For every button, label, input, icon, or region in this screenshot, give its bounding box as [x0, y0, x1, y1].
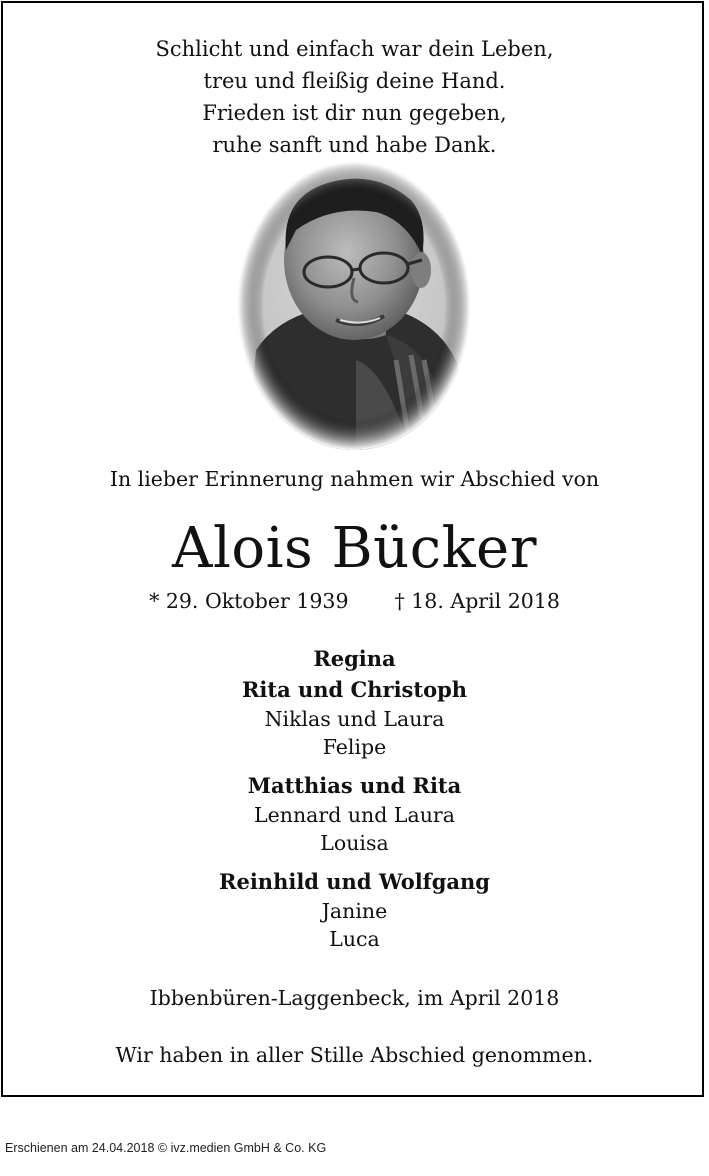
- poem-line: Schlicht und einfach war dein Leben,: [155, 37, 554, 61]
- family-group: [0, 770, 709, 857]
- intro-text: In lieber Erinnerung nahmen wir Abschied von: [109, 467, 600, 491]
- family-member-sub: Luca: [329, 927, 380, 951]
- family-member-main: Matthias und Rita: [247, 773, 462, 798]
- family-group: [0, 866, 709, 953]
- family-member-main: Reinhild und Wolfgang: [219, 869, 490, 894]
- family-list: [0, 643, 709, 953]
- poem-line: treu und fleißig deine Hand.: [203, 69, 506, 93]
- family-group: [0, 643, 709, 761]
- poem-line: Frieden ist dir nun gegeben,: [202, 101, 507, 125]
- poem: [0, 33, 709, 161]
- family-member-sub: Lennard und Laura: [254, 803, 455, 827]
- deceased-name: Alois Bücker: [172, 516, 537, 581]
- closing-text: Wir haben in aller Stille Abschied genommen.: [115, 1043, 594, 1067]
- family-member-sub: Niklas und Laura: [264, 707, 445, 731]
- family-member-sub: Louisa: [320, 831, 389, 855]
- portrait-photo: [236, 160, 472, 452]
- poem-line: ruhe sanft und habe Dank.: [212, 133, 497, 157]
- publication-footer: Erschienen am 24.04.2018 © ivz.medien GmbH & Co. KG: [5, 1141, 327, 1155]
- family-member-sub: Janine: [321, 899, 388, 923]
- life-dates: [0, 586, 709, 616]
- birth-date: * 29. Oktober 1939: [149, 589, 349, 613]
- family-member-sub: Felipe: [322, 735, 387, 759]
- family-member-main: Regina: [313, 646, 396, 671]
- death-date: † 18. April 2018: [394, 589, 560, 613]
- family-member-main: Rita und Christoph: [241, 677, 468, 702]
- place-date: Ibbenbüren-Laggenbeck, im April 2018: [149, 986, 560, 1010]
